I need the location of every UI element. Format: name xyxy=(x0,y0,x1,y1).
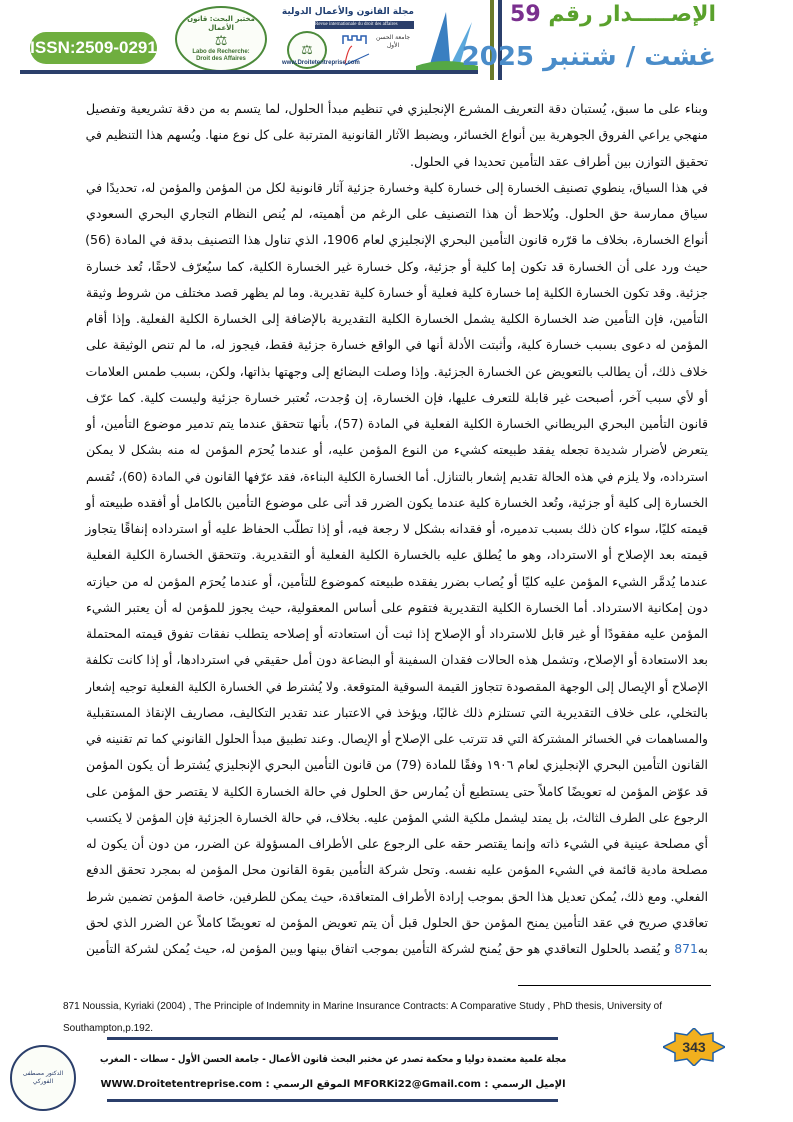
lab-small-seal-logo: ⚖ xyxy=(287,31,327,69)
footer-journal-info: مجلة علمية معتمدة دوليا و محكمة تصدر عن مختبر البحث قانون الأعمال - جامعة الحسن الأول - سطات - المغرب xyxy=(99,1054,566,1065)
text: و يُقصد بالحلول التعاقدي هو حق يُمنح لشركة التأمين بموجب اتفاق بينها وبين المؤمن له، حيث يُمكن لشركة التأمين xyxy=(86,941,675,956)
text-line: خلاف ذلك، أن يطالب بالتعويض عن الخسارة الجزئية. وإذا وصلت البضائع إلى وجهتها بذاتها، ولكن، بسبب طمس العلامات xyxy=(85,363,708,379)
text-line: يتعرض لأضرار شديدة تجعله يفقد طبيعته كشيء من النوع المؤمن عليه، أو عندما يُحرَم المؤمن له منه بشكل لا يمكن xyxy=(86,442,708,458)
text-line: منهجي يراعي الفروق الجوهرية بين أنواع الخسائر، ويضبط الآثار القانونية المترتبة على كل نوع منها. ويُسهم هذا التنظيم في xyxy=(85,127,708,143)
text-line: سياق ممارسة حق الحلول. ويُلاحظ أن هذا التصنيف على الرغم من أهميته، لم يُنص النظام التجاري البحري السعودي xyxy=(86,206,708,221)
lab-seal-text-fr: Labo de Recherche: Droit des Affaires xyxy=(192,49,250,62)
text: به xyxy=(697,941,708,956)
footer-divider xyxy=(107,1037,558,1040)
text-line: مصلحة مادية قائمة في الشيء المؤمن عليه نفسه. وتحل شركة التأمين بقوة القانون محل المؤمن له بمجرد تحقق الدفع xyxy=(86,862,708,878)
text-line: قيمته كليًا، سواء كان ذلك بسبب تدميره، أو فقدانه بشكل لا رجعة فيه، أو إذا تطلّب الحفاظ عليه أو استرداده إنفاقًا يتجاوز xyxy=(85,521,708,536)
website-small: www.Droitetentreprise.com xyxy=(282,60,360,66)
text-line: دون إمكانية الاسترداد. أما الخسارة الكلية التقديرية فتقوم على أساس المعقولية، حيث يجوز للمؤمن له أن يعتبر الشيء xyxy=(86,599,708,615)
lab-seal-logo xyxy=(175,6,267,72)
text-line: الخسارة إلى كلية أو جزئية، وتُعد الخسارة كلية عندما يكون الضرر قد أتى على موضوع التأمين بالكامل أو أفقده طبيعته أو xyxy=(85,494,708,510)
text-line: التأمين، فإن التأمين ضد الخسارة الكلية يشمل الخسارة الكلية التقديرية بالإضافة إلى الخسارة الكلية الفعلية. وإذا أقام xyxy=(86,311,708,326)
text-line: الإصلاح أو الإيصال إلى الوجهة المقصودة تتجاوز القيمة السوقية المتوقعة. ولا يُشترط في الخسارة الكلية الفعلية توجيه إشعار xyxy=(86,678,708,694)
issn-badge: ISSN:2509-0291 xyxy=(30,32,157,64)
footnote-line: Southampton,p.192. xyxy=(63,1023,154,1034)
scales-icon: ⚖ xyxy=(214,33,228,49)
text-line: قد عوّض المؤمن له تعويضًا كاملاً حتى يستطيع أن يُمارس حق الحلول في حالة الخسارة الكلية لا يقتصر حق المؤمن على xyxy=(86,783,708,799)
editor-seal-logo xyxy=(10,1045,76,1111)
text-line: جزئية. وقد تكون الخسارة الكلية إما خسارة كلية فعلية أو خسارة كلية تقديرية. وما لم يظهر قصد مختلف من شروط وثيقة xyxy=(85,284,709,300)
text-line: تحقيق التوازن بين أطراف عقد التأمين تحديدا في الحلول. xyxy=(410,153,708,169)
text-line: وبناء على ما سبق، يُستبان دقة التعريف المشرع الإنجليزي في تنظيم مبدأ الحلول، لما يتسم به من دقة تشريعية وتفصيل xyxy=(86,101,708,116)
university-name: جامعة الحسن الأول xyxy=(375,34,411,49)
text-line: استرداده، ولا يلزم في هذه الحالة تقديم إشعار بالتنازل. أما الخسارة الكلية البناءة، فقد عرّفها القانون في المادة (60)، تُقسم xyxy=(86,468,709,484)
text-line: أو لأي سبب آخر، أصبحت غير قابلة للتعرف عليها، فإن الخسارة، إن وُجدت، تُعتبر خسارة جزئية وليست كلية. كما عرّف xyxy=(86,389,708,405)
footnote-line: 871 Noussia, Kyriaki (2004) , The Principle of Indemnity in Marine Insurance Contracts: A Comparative Study , PhD thesis, University of xyxy=(63,1001,662,1012)
journal-name: مجلة القانون والأعمال الدولية xyxy=(281,7,414,17)
text-line: تعاقدي صريح في عقد التأمين يمنح المؤمن حق الحلول قبل أن يتم تعويض المؤمن له تعويضًا كاملاً عن الضرر الذي لحق xyxy=(86,914,708,930)
text-line xyxy=(86,936,708,962)
text-line: حيث ورد على أن الخسارة قد تكون إما كلية أو جزئية، وكل خسارة غير الخسارة الكلية، كما سيُعرّف لاحقًا، تُعد خسارة xyxy=(86,258,708,274)
issue-title: الإصـــــدار رقم 59 xyxy=(510,2,716,27)
text-line: أي مصلحة عينية في الشيء ذاته وإنما يقتصر حقه على الرجوع على الأطراف المسؤولة عن الضرر، من دون أن يكون له xyxy=(86,836,708,851)
lab-seal-text: مختبر البحث: قانون الأعمال xyxy=(187,15,255,32)
editor-seal-text: الدكتور مصطفى الفوركي xyxy=(22,1070,64,1085)
text-line: قانون التأمين البحري البريطاني الخسارة الكلية الفعلية في المادة (57)، بأنها تتحقق عندما يتم تدمير موضوع التأمين، أو xyxy=(86,416,708,431)
text-line: المؤمن عليه مفقودًا أو غير قابل للاسترداد أو الإصلاح إذا ثبت أن استعادته أو إصلاحه يتطلب نفقات تفوق قيمته المحتملة xyxy=(86,626,708,641)
text-line: والمساهمات في الخسائر المشتركة التي قد تترتب على الإصلاح أو الإيصال. وعند تطبيق مبدأ الحلول القانوني كما تم تقنينه في xyxy=(86,731,708,746)
footer-contact: الإميل الرسمي : MFORKi22@Gmail.com الموقع الرسمي : WWW.Droitetentreprise.com xyxy=(100,1079,566,1090)
footer-divider xyxy=(107,1099,558,1102)
article-body xyxy=(86,96,708,962)
text-line: قيمته بعد الإصلاح أو الاسترداد، وهو ما يُطلق عليه بالخسارة الكلية الفعلية أو التقديرية. وتتحقق الخسارة الكلية الفعلية xyxy=(86,547,708,563)
text-line: القانون التأمين البحري الإنجليزي لعام ١٩٠٦ وفقًا للمادة (79) من قانون التأمين البحري الإنجليزي يُشترط أن يكون المؤمن xyxy=(86,757,708,773)
text-line: الرجوع على الطرف الثالث، بل يمتد ليشمل ملكية الشي المؤمن عليه. بخلاف، في حالة الخسارة الجزئية فإن المؤمن لا يكتسب xyxy=(86,809,708,825)
text-line: بالتخلي، على خلاف التقديرية التي تستلزم ذلك غالبًا، ويؤخذ في الاعتبار عند تقدير التكاليف، مصاريف الإنقاذ المستقبلية xyxy=(86,704,708,720)
footnote-separator xyxy=(518,985,711,986)
footnote-ref-link[interactable]: 871 xyxy=(674,941,698,956)
header-divider xyxy=(20,70,478,74)
text-line: الفعلي. ومع ذلك، يُمكن تعديل هذا الحق بموجب إرادة الأطراف المتعاقدة، حيث يمكن للطرفين، خاصة المؤمن تضمين شرط xyxy=(86,888,708,904)
text-line: المؤمن له دعوى بسبب خسارة كلية، وأثبتت الأدلة أنها في الواقع خسارة جزئية فقط، فيجوز له، ما لم تنص الوثيقة على xyxy=(86,337,708,353)
journal-subtitle: Revue internationale du droit des affaires xyxy=(315,21,414,29)
issue-date: غشت / شتنبر 2025 xyxy=(461,42,716,72)
page-number: 343 xyxy=(682,1039,706,1055)
text-line: في هذا السياق، ينطوي تصنيف الخسارة إلى خسارة كلية وخسارة جزئية آثار قانونية لكل من المؤمن والمؤمن له، تحديدًا في xyxy=(86,179,708,195)
text-line: أنواع الخسارة، بخلاف ما قرّره قانون التأمين البحري الإنجليزي لعام 1906، الذي تناول هذا التصنيف بدقة في المادة (56) xyxy=(85,232,708,248)
text-line: عندما يُدمَّر الشيء المؤمن عليه كليًا أو يُصاب بضرر يفقده طبيعته كموضوع للتأمين، أو عندما يُحرَم المؤمن له من حيازته xyxy=(86,573,708,589)
text-line: بعد الاستعادة أو الإصلاح، وتشمل هذه الحالات فقدان السفينة أو البضاعة دون أمل حقيقي في استردادها، أو إذا كانت تكلفة xyxy=(85,652,708,668)
